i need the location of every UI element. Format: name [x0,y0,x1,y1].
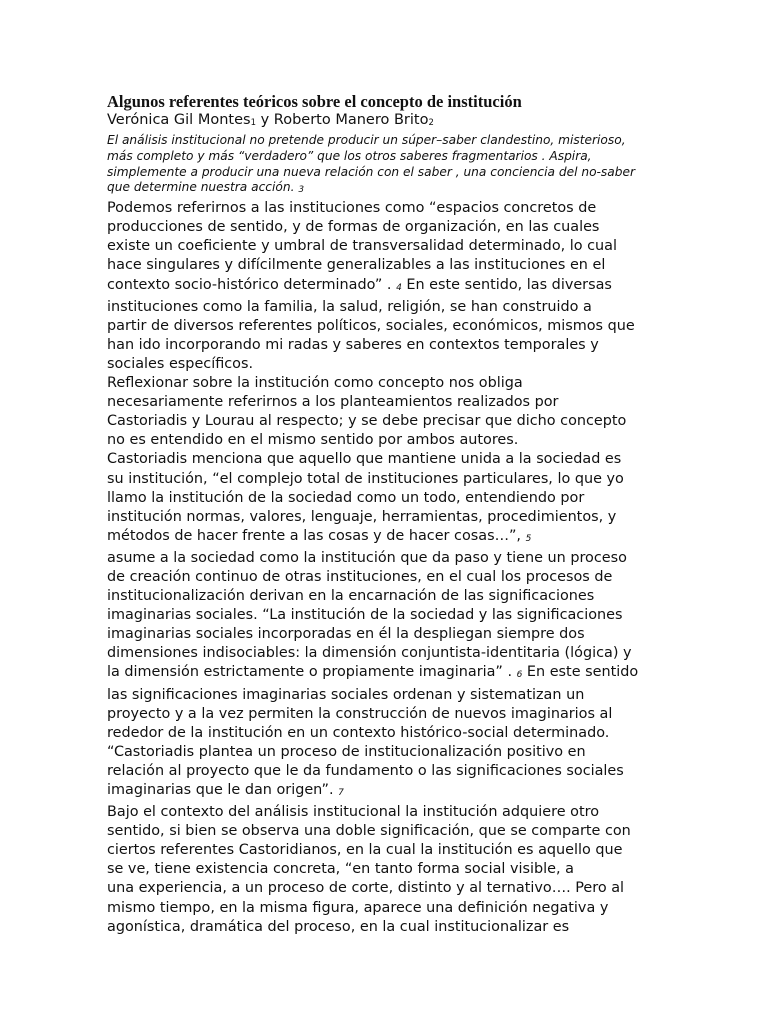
body-line-text: relación al proyecto que le da fundamento o las significaciones sociales [107,762,624,779]
body-line-text: llamo la institución de la sociedad como un todo, entendiendo por [107,489,585,506]
body-line-text: hace singulares y difícilmente generalizables a las instituciones en el [107,257,606,274]
epigraph-line-text: que determine nuestra acción. [107,180,295,195]
body-line-text: Bajo el contexto del análisis institucional la institución adquiere otro [107,804,600,821]
body-line-text: su institución, “el complejo total de instituciones particulares, lo que yo [107,470,624,487]
body-line [107,393,667,412]
body-line [107,298,667,317]
body-line-text: la dimensión estrictamente o propiamente imaginaria” . [107,664,517,681]
body-line-text: institucionalización derivan en la encarnación de las significaciones [107,588,595,605]
body-line [107,879,667,898]
body-line-text: rededor de la institución en un contexto histórico-social determinado. [107,724,610,741]
epigraph-line: más completo y más “verdadero” que los otros saberes fragmentarios . Aspira, [107,148,592,163]
body-line [107,336,667,355]
body-line-text: institución normas, valores, lenguaje, herramientas, procedimientos, y [107,508,617,525]
body-line [107,762,667,781]
body-line [107,276,667,298]
body-line-text: no es entendido en el mismo sentido por ambos autores. [107,432,519,449]
body-line-text: se ve, tiene existencia concreta, “en tanto forma social visible, a [107,861,574,878]
body-line [107,412,667,431]
body-line-text: dimensiones indisociables: la dimensión conjuntista-identitaria (lógica) y [107,645,632,662]
body-line-text: proyecto y a la vez permiten la construcción de nuevos imaginarios al [107,705,613,722]
body-line-text: mismo tiempo, en la misma figura, aparece una definición negativa y [107,899,609,916]
footnote-ref: 4 [396,282,402,293]
footnote-ref: 7 [338,788,344,798]
body-line [107,803,667,822]
body-line-text: métodos de hacer frente a las cosas y de hacer cosas…”, [107,527,526,544]
body-line [107,470,667,489]
body-line [107,218,667,237]
body-line [107,625,667,644]
epigraph-line [107,180,667,199]
body-line [107,568,667,587]
body-line-text: agonística, dramática del proceso, en la cual institucionalizar es [107,918,570,935]
footnote-ref: 6 [516,670,523,681]
body-line [107,686,667,705]
epigraph-line: El análisis institucional no pretende producir un súper–saber clandestino, misterioso, [107,133,626,147]
body-line [107,527,667,549]
body-line [107,199,667,218]
body-line-text: Castoriadis y Lourau al respecto; y se debe precisar que dicho concepto [107,413,627,430]
body-line [107,549,667,568]
body-line [107,374,667,393]
author-2-note: 2 [428,118,434,128]
body-line [107,587,667,606]
footnote-ref: 5 [525,533,532,544]
body-line [107,860,667,879]
body-line [107,317,667,336]
body-line-text: instituciones como la familia, la salud, religión, se han construido a [107,298,592,315]
body-line [107,918,667,937]
body-line [107,724,667,743]
body-line [107,663,667,685]
body-line-text: Reflexionar sobre la institución como concepto nos obliga [107,375,523,392]
body-line-text: de creación continuo de otras instituciones, en el cual los procesos de [107,568,613,585]
authors-line [107,111,667,133]
body-line [107,606,667,625]
body-line-text: las significaciones imaginarias sociales ordenan y sistematizan un [107,686,585,703]
authors-joiner: y [255,112,274,128]
body-line-text: imaginarias que le dan origen”. [107,782,339,798]
body-line [107,781,667,803]
body-line-text: “Castoriadis plantea un proceso de institucionalización positivo en [107,743,586,760]
body-line-text: han ido incorporando mi radas y saberes en contextos temporales y [107,336,599,353]
body-line-text: necesariamente referirnos a los planteamientos realizados por [107,394,559,411]
epigraph [107,133,667,199]
body-line-text: producciones de sentido, y de formas de organización, en las cuales [107,219,600,236]
body-line-text: sociales específicos. [107,355,254,372]
document-content [107,92,667,937]
body-line [107,355,667,374]
body-line-text: una experiencia, a un proceso de corte, distinto y al ternativo…. Pero al [107,880,625,897]
body-line [107,450,667,469]
body-line-text: asume a la sociedad como la institución que da paso y tiene un proceso [107,549,627,566]
body-line-continuation: En este sentido [522,664,639,681]
body-line [107,431,667,450]
body-line [107,508,667,527]
body-line-text: Castoriadis menciona que aquello que mantiene unida a la sociedad es [107,451,622,468]
document-title: Algunos referentes teóricos sobre el concepto de institución [107,92,522,111]
author-1: Verónica Gil Montes [107,112,251,128]
body-line-continuation: En este sentido, las diversas [401,276,612,293]
author-2: Roberto Manero Brito [273,112,429,128]
body-line [107,644,667,663]
body-line [107,822,667,841]
body-line [107,489,667,508]
body-line [107,256,667,275]
body-line-text: Podemos referirnos a las instituciones como “espacios concretos de [107,200,597,217]
epigraph-footnote-ref: 3 [298,185,305,196]
epigraph-line: simplemente a producir una nueva relación con el saber , una conciencia del no-saber [107,164,635,179]
body-line-text: contexto socio-histórico determinado” . [107,276,397,293]
body-line-text: imaginarias sociales. “La institución de la sociedad y las significaciones [107,607,623,624]
body-line-text: existe un coeficiente y umbral de transversalidad determinado, lo cual [107,238,617,255]
body-line-text: ciertos referentes Castoridianos, en la cual la institución es aquello que [107,842,623,859]
body-line [107,899,667,918]
body-line-text: partir de diversos referentes políticos, sociales, económicos, mismos que [107,317,635,334]
body-line [107,743,667,762]
body-line-text: imaginarias sociales incorporadas en él la despliegan siempre dos [107,626,585,643]
body-text [107,199,667,937]
author-1-note: 1 [250,118,256,128]
body-line [107,237,667,256]
body-line [107,705,667,724]
body-line-text: sentido, si bien se observa una doble significación, que se comparte con [107,823,631,840]
body-line [107,841,667,860]
